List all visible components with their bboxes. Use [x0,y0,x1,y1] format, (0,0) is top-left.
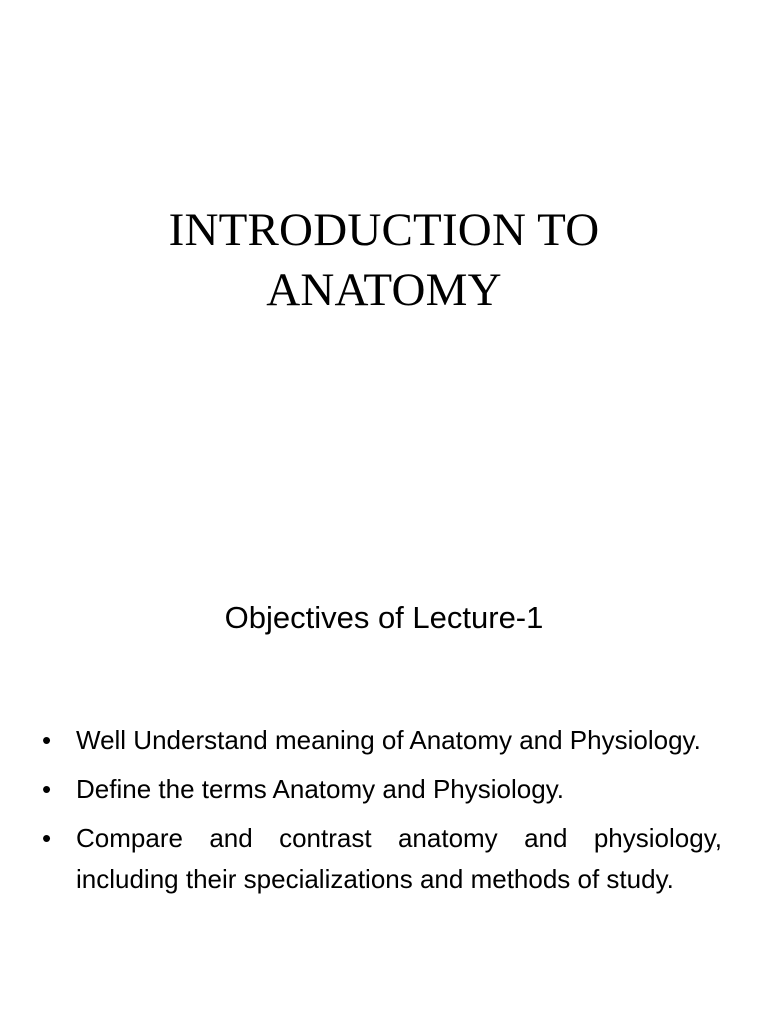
bullet-icon: • [42,774,52,804]
slide-title-line-2: ANATOMY [266,264,502,316]
list-item-text: Well Understand meaning of Anatomy and Physiology. [76,725,701,755]
list-item [42,818,722,900]
objectives-list [42,720,722,908]
bullet-icon: • [42,823,52,853]
list-item-text: Compare and contrast anatomy and physiology, including their specializations and methods of study. [76,823,722,894]
list-item [42,720,722,761]
objectives-slide [0,512,768,1024]
bullet-icon: • [42,725,52,755]
list-item-text: Define the terms Anatomy and Physiology. [76,774,564,804]
list-item [42,769,722,810]
slide-title [60,200,708,320]
slide-title-line-1: INTRODUCTION TO [168,204,600,256]
objectives-heading: Objectives of Lecture-1 [224,600,544,635]
